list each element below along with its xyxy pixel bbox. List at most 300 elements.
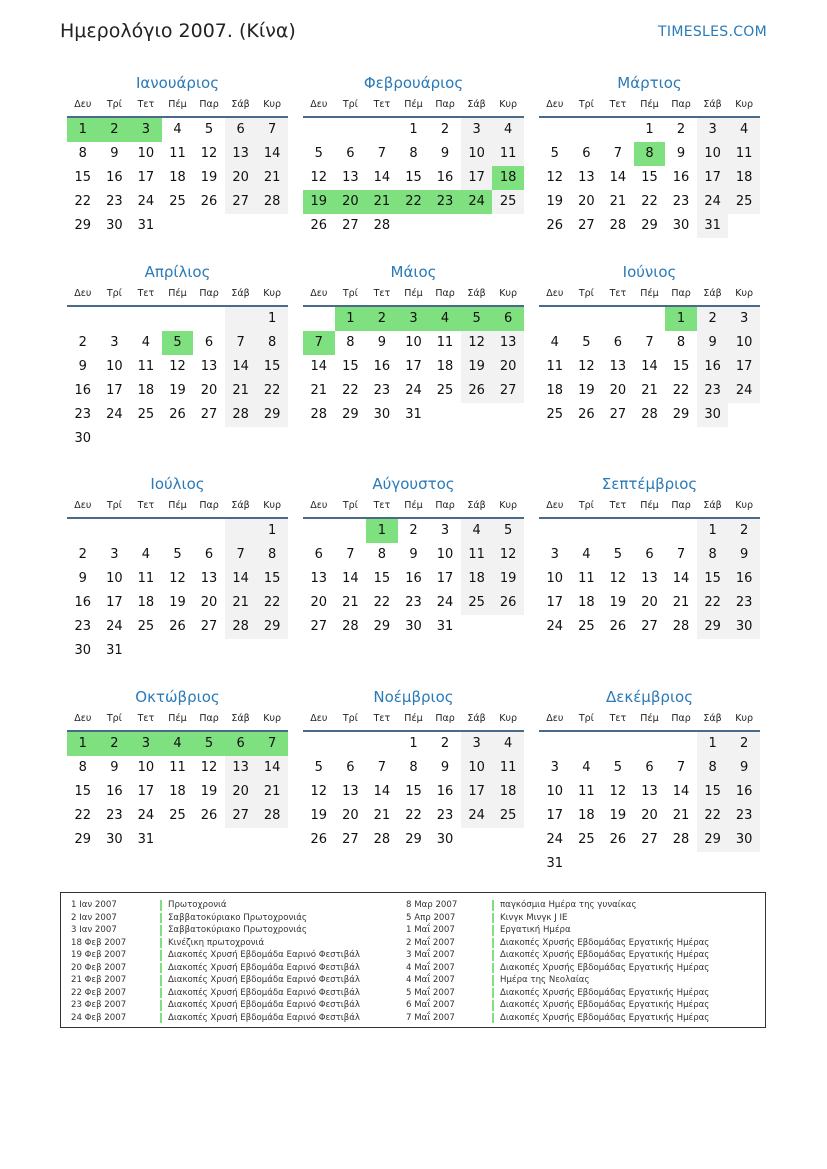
legend-marker [160, 913, 162, 924]
empty-cell [303, 732, 335, 756]
day-cell: 15 [405, 784, 422, 799]
month-block [67, 72, 288, 238]
legend-marker [492, 913, 494, 924]
legend-date: 3 Ιαν 2007 [71, 925, 117, 935]
holiday-day: 24 [461, 190, 493, 214]
weekday-label: Πέμ [168, 99, 187, 110]
legend-holiday-name: Διακοπές Χρυσής Εβδομάδας Εργατικής Ημέρας [500, 962, 710, 973]
empty-cell [571, 118, 603, 142]
day-cell: 6 [582, 146, 591, 161]
day-cell: 17 [697, 166, 729, 190]
day-cell: 15 [256, 355, 288, 379]
legend-date: 22 Φεβ 2007 [71, 987, 127, 998]
month-block [303, 261, 524, 427]
day-cell: 22 [641, 194, 658, 209]
weekday-label: Κυρ [499, 99, 518, 110]
day-cell: 19 [609, 595, 627, 610]
holiday-day: 18 [492, 166, 524, 190]
empty-cell [602, 732, 634, 756]
day-cell: 3 [550, 547, 559, 562]
day-cell: 31 [137, 832, 155, 847]
day-cell: 9 [377, 335, 387, 350]
day-cell: 23 [672, 194, 690, 209]
day-cell: 18 [728, 166, 760, 190]
day-cell: 8 [78, 760, 87, 775]
legend-holiday-name: Διακοπές Χρυσή Εβδομάδα Εαρινό Φεστιβάλ [168, 987, 360, 998]
weekday-label: Σάβ [703, 288, 722, 299]
day-cell: 29 [697, 828, 729, 852]
legend-date: 4 Μαΐ 2007 [406, 975, 455, 985]
legend-marker [160, 900, 162, 911]
weekday-label: Πέμ [640, 99, 659, 110]
day-cell: 5 [314, 146, 323, 161]
day-cell: 9 [728, 756, 760, 780]
holiday-day: 7 [303, 331, 335, 355]
weekday-label: Τρί [342, 99, 358, 110]
legend-date: 3 Μαΐ 2007 [406, 950, 455, 960]
day-cell: 8 [409, 146, 418, 161]
day-cell: 11 [169, 760, 186, 775]
day-cell: 12 [169, 571, 186, 586]
weekday-label: Σάβ [467, 713, 486, 724]
day-cell: 7 [225, 543, 257, 567]
day-cell: 10 [106, 571, 123, 586]
day-cell: 23 [106, 194, 123, 209]
day-cell: 28 [342, 619, 359, 634]
empty-cell [193, 519, 225, 543]
day-cell: 30 [672, 218, 690, 233]
weekday-header [303, 495, 524, 519]
day-cell: 28 [256, 190, 288, 214]
day-cell: 28 [310, 407, 328, 422]
legend-marker [160, 963, 162, 974]
day-cell: 21 [672, 595, 690, 610]
day-cell: 2 [440, 122, 450, 137]
day-cell: 6 [645, 760, 654, 775]
weekday-label: Παρ [435, 99, 455, 110]
holiday-day: 4 [429, 307, 461, 331]
day-cell: 14 [310, 359, 328, 374]
weekday-label: Παρ [671, 500, 691, 511]
weekday-label: Τρί [106, 99, 122, 110]
day-cell: 4 [550, 335, 559, 350]
empty-cell [634, 519, 666, 543]
weekday-label: Τρί [342, 288, 358, 299]
day-cell: 26 [546, 218, 564, 233]
day-grid [303, 519, 524, 639]
day-cell: 13 [609, 359, 627, 374]
day-cell: 3 [461, 732, 493, 756]
day-cell: 26 [578, 407, 595, 422]
day-cell: 14 [672, 571, 690, 586]
day-cell: 12 [169, 359, 186, 374]
holiday-day: 1 [67, 118, 99, 142]
weekday-header [539, 708, 760, 732]
day-cell: 12 [310, 170, 328, 185]
day-cell: 13 [200, 359, 218, 374]
holiday-day: 2 [99, 732, 131, 756]
day-cell: 17 [436, 571, 454, 586]
day-cell: 27 [609, 407, 627, 422]
day-cell: 4 [141, 547, 151, 562]
day-cell: 13 [225, 142, 257, 166]
weekday-label: Σάβ [703, 713, 722, 724]
day-cell: 27 [342, 218, 359, 233]
holiday-day: 22 [398, 190, 430, 214]
day-cell: 23 [697, 379, 729, 403]
day-cell: 30 [74, 431, 92, 446]
day-cell: 9 [440, 760, 450, 775]
weekday-header [303, 94, 524, 118]
day-cell: 9 [409, 547, 418, 562]
day-cell: 20 [641, 808, 658, 823]
legend-date: 5 Μαΐ 2007 [406, 987, 455, 998]
day-cell: 10 [697, 142, 729, 166]
legend-date: 20 Φεβ 2007 [71, 962, 127, 973]
day-cell: 22 [256, 591, 288, 615]
day-cell: 28 [641, 407, 658, 422]
weekday-label: Κυρ [735, 99, 754, 110]
empty-cell [162, 519, 194, 543]
day-cell: 29 [256, 615, 288, 639]
holiday-day: 8 [634, 142, 666, 166]
day-cell: 24 [106, 407, 123, 422]
day-cell: 22 [697, 591, 729, 615]
day-cell: 4 [461, 519, 493, 543]
day-cell: 11 [728, 142, 760, 166]
holiday-day: 3 [130, 118, 162, 142]
day-cell: 11 [578, 784, 595, 799]
legend-marker [492, 1000, 494, 1011]
day-cell: 19 [310, 808, 328, 823]
holiday-day: 3 [398, 307, 430, 331]
day-cell: 14 [225, 567, 257, 591]
day-cell: 23 [373, 383, 391, 398]
day-cell: 18 [492, 780, 524, 804]
weekday-label: Κυρ [735, 500, 754, 511]
day-cell: 16 [436, 784, 454, 799]
legend-date: 21 Φεβ 2007 [71, 975, 127, 985]
weekday-label: Πέμ [640, 713, 659, 724]
day-cell: 1 [697, 519, 729, 543]
day-cell: 25 [578, 832, 595, 847]
day-cell: 19 [461, 355, 493, 379]
day-cell: 3 [110, 547, 119, 562]
day-cell: 3 [440, 523, 450, 538]
holiday-day: 5 [193, 732, 225, 756]
day-cell: 24 [106, 619, 123, 634]
day-cell: 8 [346, 335, 355, 350]
day-cell: 28 [225, 403, 257, 427]
month-block [67, 473, 288, 663]
weekday-label: Παρ [199, 99, 219, 110]
weekday-label: Τρί [578, 99, 594, 110]
day-cell: 14 [256, 756, 288, 780]
day-cell: 8 [256, 331, 288, 355]
legend-date: 7 Μαΐ 2007 [406, 1012, 455, 1023]
day-cell: 19 [578, 383, 595, 398]
weekday-label: Τετ [609, 713, 627, 724]
weekday-header [539, 94, 760, 118]
legend-date: 2 Ιαν 2007 [71, 912, 117, 923]
day-grid [303, 732, 524, 852]
day-cell: 6 [346, 760, 355, 775]
day-cell: 16 [74, 595, 92, 610]
day-cell: 5 [582, 335, 591, 350]
day-cell: 25 [169, 194, 186, 209]
day-cell: 13 [578, 170, 595, 185]
month-name: Σεπτέμβριος [601, 475, 698, 493]
holiday-day: 5 [162, 331, 194, 355]
day-cell: 18 [137, 383, 155, 398]
day-cell: 29 [405, 832, 422, 847]
empty-cell [571, 519, 603, 543]
legend-marker [492, 988, 494, 999]
day-cell: 17 [405, 359, 422, 374]
day-cell: 15 [256, 567, 288, 591]
weekday-label: Παρ [671, 99, 691, 110]
day-cell: 27 [200, 407, 218, 422]
day-cell: 1 [409, 736, 418, 751]
day-cell: 27 [342, 832, 359, 847]
month-name: Απρίλιος [144, 263, 211, 281]
day-cell: 29 [74, 218, 92, 233]
day-cell: 30 [405, 619, 422, 634]
weekday-label: Παρ [671, 288, 691, 299]
day-cell: 10 [106, 359, 123, 374]
day-cell: 7 [377, 146, 387, 161]
holiday-day: 7 [256, 732, 288, 756]
day-cell: 20 [641, 595, 658, 610]
empty-cell [539, 118, 571, 142]
day-cell: 12 [310, 784, 328, 799]
day-cell: 11 [492, 142, 524, 166]
weekday-label: Παρ [435, 288, 455, 299]
day-cell: 13 [492, 331, 524, 355]
day-grid [303, 118, 524, 238]
legend-date: 1 Ιαν 2007 [71, 900, 117, 910]
day-cell: 26 [200, 808, 218, 823]
day-cell: 28 [672, 619, 690, 634]
day-cell: 25 [137, 407, 155, 422]
day-cell: 25 [137, 619, 155, 634]
day-cell: 3 [550, 760, 559, 775]
holiday-day: 2 [99, 118, 131, 142]
day-cell: 19 [200, 784, 218, 799]
legend-marker [492, 938, 494, 949]
weekday-header [303, 708, 524, 732]
weekday-label: Κυρ [735, 288, 754, 299]
day-cell: 31 [137, 218, 155, 233]
day-cell: 7 [676, 760, 686, 775]
weekday-label: Παρ [435, 500, 455, 511]
day-cell: 12 [492, 543, 524, 567]
day-cell: 13 [641, 571, 658, 586]
weekday-label: Κυρ [263, 500, 282, 511]
holiday-day: 6 [225, 732, 257, 756]
weekday-label: Κυρ [499, 500, 518, 511]
weekday-label: Τρί [106, 500, 122, 511]
legend-holiday-name: Πρωτοχρονιά [168, 900, 227, 910]
weekday-label: Κυρ [263, 288, 282, 299]
day-cell: 2 [78, 335, 87, 350]
legend-marker [160, 988, 162, 999]
day-cell: 8 [78, 146, 87, 161]
empty-cell [602, 307, 634, 331]
holiday-day: 20 [335, 190, 367, 214]
weekday-label: Κυρ [263, 99, 282, 110]
legend-holiday-name: Διακοπές Χρυσής Εβδομάδας Εργατικής Ημέρας [500, 950, 710, 960]
day-cell: 12 [200, 760, 218, 775]
day-cell: 28 [373, 218, 391, 233]
day-cell: 10 [137, 760, 155, 775]
day-cell: 6 [204, 547, 214, 562]
day-cell: 6 [225, 118, 257, 142]
day-cell: 14 [609, 170, 627, 185]
weekday-label: Δευ [74, 500, 92, 511]
day-cell: 15 [697, 567, 729, 591]
day-cell: 19 [609, 808, 627, 823]
day-cell: 13 [310, 571, 328, 586]
legend-date: 8 Μαρ 2007 [406, 900, 458, 910]
day-cell: 23 [74, 619, 92, 634]
weekday-label: Τρί [578, 500, 594, 511]
empty-cell [539, 307, 571, 331]
weekday-label: Πέμ [404, 713, 423, 724]
legend-holiday-name: Διακοπές Χρυσή Εβδομάδα Εαρινό Φεστιβάλ [168, 962, 360, 973]
day-cell: 29 [256, 403, 288, 427]
day-cell: 31 [436, 619, 454, 634]
empty-cell [225, 307, 257, 331]
empty-cell [67, 519, 99, 543]
legend-marker [160, 975, 162, 986]
day-cell: 7 [225, 331, 257, 355]
day-cell: 1 [645, 122, 654, 137]
day-cell: 16 [436, 170, 454, 185]
day-cell: 25 [169, 808, 186, 823]
weekday-label: Τετ [373, 288, 391, 299]
day-cell: 28 [609, 218, 627, 233]
day-cell: 12 [609, 784, 627, 799]
weekday-label: Σάβ [231, 500, 250, 511]
day-cell: 21 [225, 379, 257, 403]
weekday-label: Τετ [609, 288, 627, 299]
legend-holiday-name: Κινγκ Μινγκ J IE [500, 912, 568, 923]
empty-cell [303, 307, 335, 331]
day-cell: 24 [405, 383, 422, 398]
day-cell: 20 [225, 166, 257, 190]
day-cell: 9 [110, 760, 119, 775]
holiday-day: 1 [67, 732, 99, 756]
weekday-label: Σάβ [703, 500, 722, 511]
empty-cell [193, 307, 225, 331]
day-cell: 26 [310, 832, 328, 847]
day-cell: 10 [546, 571, 564, 586]
day-cell: 27 [225, 804, 257, 828]
weekday-label: Πέμ [404, 288, 423, 299]
weekday-label: Τρί [342, 500, 358, 511]
weekday-label: Δευ [310, 288, 328, 299]
weekday-header [67, 495, 288, 519]
legend-holiday-name: Διακοπές Χρυσής Εβδομάδας Εργατικής Ημέρας [500, 987, 710, 998]
day-cell: 13 [200, 571, 218, 586]
weekday-label: Τετ [373, 99, 391, 110]
weekday-label: Δευ [74, 288, 92, 299]
day-cell: 20 [342, 808, 359, 823]
day-cell: 8 [697, 756, 729, 780]
day-cell: 3 [728, 307, 760, 331]
weekday-label: Παρ [671, 713, 691, 724]
day-cell: 19 [492, 567, 524, 591]
legend-holiday-name: Διακοπές Χρυσής Εβδομάδας Εργατικής Ημέρας [500, 1000, 710, 1010]
day-cell: 22 [405, 808, 422, 823]
day-cell: 10 [461, 756, 493, 780]
day-cell: 7 [377, 760, 387, 775]
day-cell: 2 [676, 122, 686, 137]
day-cell: 30 [373, 407, 391, 422]
day-grid [539, 118, 760, 238]
weekday-label: Σάβ [467, 99, 486, 110]
empty-cell [634, 307, 666, 331]
day-cell: 4 [582, 547, 591, 562]
month-name: Νοέμβριος [373, 688, 454, 706]
day-cell: 24 [137, 194, 155, 209]
day-cell: 1 [697, 732, 729, 756]
day-grid [539, 519, 760, 639]
empty-cell [303, 118, 335, 142]
legend-marker [160, 938, 162, 949]
legend-holiday-name: παγκόσμια Ημέρα της γυναίκας [500, 900, 637, 910]
brand-link[interactable]: TIMESLES.COM [658, 24, 767, 40]
day-cell: 22 [373, 595, 391, 610]
day-cell: 19 [200, 170, 218, 185]
day-cell: 22 [74, 808, 92, 823]
day-cell: 27 [492, 379, 524, 403]
legend-marker [492, 900, 494, 911]
day-cell: 13 [342, 784, 359, 799]
day-cell: 30 [106, 832, 123, 847]
day-cell: 8 [256, 543, 288, 567]
day-cell: 29 [373, 619, 391, 634]
day-cell: 4 [492, 732, 524, 756]
day-cell: 21 [342, 595, 359, 610]
day-cell: 17 [106, 595, 123, 610]
day-cell: 7 [645, 335, 654, 350]
day-cell: 12 [578, 359, 595, 374]
weekday-label: Σάβ [231, 99, 250, 110]
day-cell: 30 [436, 832, 454, 847]
weekday-label: Παρ [199, 500, 219, 511]
day-cell: 27 [200, 619, 218, 634]
legend-marker [160, 950, 162, 961]
empty-cell [602, 519, 634, 543]
day-cell: 11 [137, 359, 155, 374]
weekday-label: Τετ [137, 99, 155, 110]
legend-date: 6 Μαΐ 2007 [406, 1000, 455, 1010]
day-cell: 11 [578, 571, 595, 586]
empty-cell [335, 732, 367, 756]
holiday-day: 2 [366, 307, 398, 331]
day-cell: 5 [492, 519, 524, 543]
legend-date: 5 Απρ 2007 [406, 912, 456, 923]
day-cell: 7 [613, 146, 623, 161]
holiday-day: 1 [665, 307, 697, 331]
weekday-label: Σάβ [231, 713, 250, 724]
day-cell: 18 [578, 595, 595, 610]
day-cell: 25 [461, 591, 493, 615]
day-cell: 10 [546, 784, 564, 799]
legend-date: 23 Φεβ 2007 [71, 1000, 127, 1010]
